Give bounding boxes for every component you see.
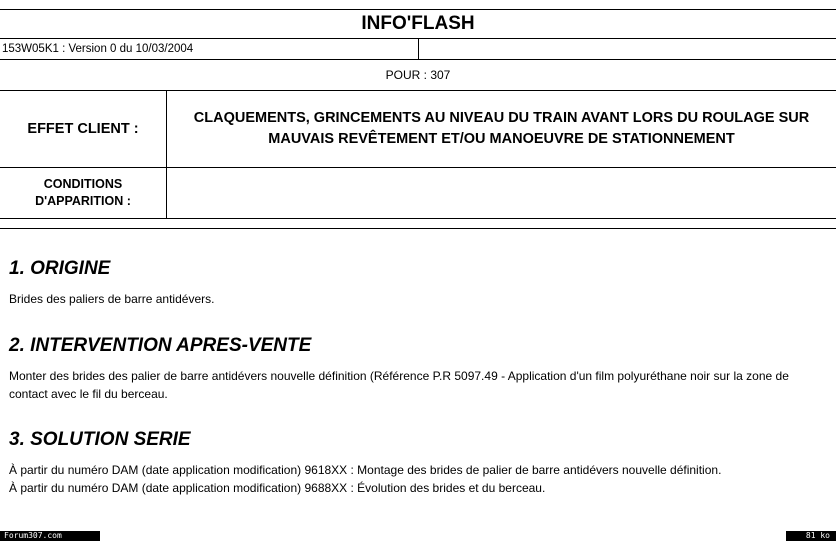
section-heading: 3. SOLUTION SERIE xyxy=(9,429,191,450)
separator-line xyxy=(0,228,836,229)
document-header xyxy=(0,9,836,219)
conditions-value xyxy=(167,168,836,218)
section-heading: 1. ORIGINE xyxy=(9,258,111,279)
cell-divider xyxy=(418,39,419,59)
section-heading: 2. INTERVENTION APRES-VENTE xyxy=(9,335,312,356)
document-title: INFO'FLASH xyxy=(0,9,836,39)
section-paragraph: À partir du numéro DAM (date application modification) 9618XX : Montage des brides de palier de barre antidévers nouvelle définition. xyxy=(9,463,722,477)
version-row xyxy=(0,39,836,60)
section-solution-serie xyxy=(9,428,819,497)
section-paragraph: Monter des brides des palier de barre antidévers nouvelle définition (Référence P.R 5097.49 - Application d'un film polyuréthane noir sur la zone de contact avec le fil du berceau. xyxy=(9,369,789,401)
section-paragraph: À partir du numéro DAM (date application modification) 9688XX : Évolution des brides et du berceau. xyxy=(9,481,546,495)
section-paragraph: Brides des paliers de barre antidévers. xyxy=(9,292,215,306)
footer-site-label: Forum307.com xyxy=(0,531,100,541)
conditions-label xyxy=(0,168,167,218)
effet-client-row xyxy=(0,91,836,168)
reference-version: 153W05K1 : Version 0 du 10/03/2004 xyxy=(2,43,194,55)
section-origine xyxy=(9,257,819,308)
conditions-label-line2: D'APPARITION : xyxy=(35,194,131,208)
effet-client-value: CLAQUEMENTS, GRINCEMENTS AU NIVEAU DU TRAIN AVANT LORS DU ROULAGE SUR MAUVAIS REVÊTEMENT ET/OU MANOEUVRE DE STATIONNEMENT xyxy=(193,110,810,147)
vehicle-model: POUR : 307 xyxy=(0,60,836,91)
footer-file-size: 81 ko xyxy=(786,531,836,541)
effet-client-label: EFFET CLIENT : xyxy=(0,91,167,167)
conditions-row xyxy=(0,168,836,219)
section-intervention xyxy=(9,334,819,403)
conditions-label-line1: CONDITIONS xyxy=(43,177,123,191)
